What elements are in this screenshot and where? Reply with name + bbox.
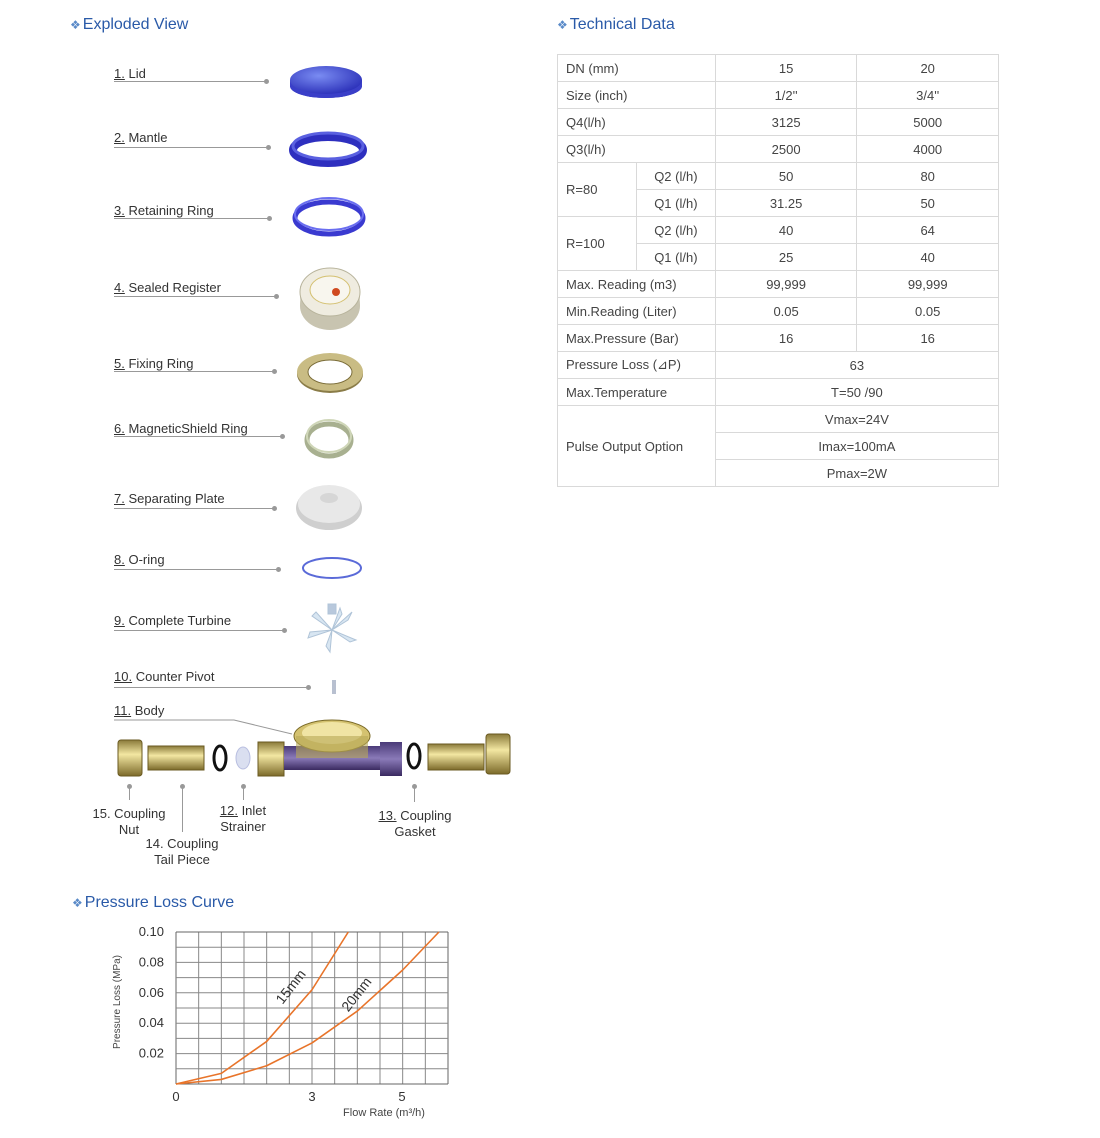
- leader-line: [114, 720, 292, 734]
- row-label: R=100: [558, 217, 637, 271]
- cell-dn15: 2500: [715, 136, 857, 163]
- part-label-coupling-gasket: 13. Coupling Gasket: [378, 808, 452, 839]
- exploded-view-illustration: [0, 0, 560, 880]
- table-row: [558, 352, 999, 379]
- part-label-body: 11. Body: [114, 703, 165, 718]
- part-label-coupling-nut: 15. Coupling Nut: [92, 806, 166, 837]
- leader-line: [243, 786, 244, 800]
- cell-dn20: 99,999: [857, 271, 999, 298]
- y-tick-label: 0.10: [138, 924, 164, 939]
- part-label-mantle: 2. Mantle: [114, 130, 168, 145]
- cell-dn20: 4000: [857, 136, 999, 163]
- x-axis-label: Flow Rate (m³/h): [343, 1107, 425, 1119]
- cell-dn15: 15: [715, 55, 857, 82]
- table-row: [558, 379, 999, 406]
- row-label: Max.Pressure (Bar): [558, 325, 716, 352]
- cell-dn20: 20: [857, 55, 999, 82]
- y-tick-label: 0.02: [138, 1045, 164, 1061]
- table-row: [558, 217, 999, 244]
- technical-data-title: [557, 16, 675, 34]
- cell-dn20: 0.05: [857, 298, 999, 325]
- x-tick-label: 0: [172, 1089, 180, 1104]
- leader-line: [414, 786, 415, 802]
- part-label-o-ring: 8. O-ring: [114, 552, 165, 567]
- cell-dn20: 80: [857, 163, 999, 190]
- lid-image: [290, 66, 362, 98]
- cell-dn15: 16: [715, 325, 857, 352]
- part-label-counter-pivot: 10. Counter Pivot: [114, 669, 215, 684]
- bullet-icon: ❖: [70, 18, 81, 32]
- turbine-image: [308, 604, 356, 652]
- cell-merged: Pmax=2W: [715, 460, 998, 487]
- y-tick-label: 0.04: [138, 1015, 164, 1031]
- part-label-lid: 1. Lid: [114, 66, 146, 81]
- cell-dn20: 5000: [857, 109, 999, 136]
- part-label-complete-turbine: 9. Complete Turbine: [114, 613, 232, 628]
- cell-dn15: 50: [715, 163, 857, 190]
- cell-dn15: 3125: [715, 109, 857, 136]
- bullet-icon: ❖: [557, 18, 568, 32]
- part-label-separating-plate: 7. Separating Plate: [114, 491, 225, 506]
- leader-line: [129, 786, 130, 800]
- part-label-sealed-register: 4. Sealed Register: [114, 280, 221, 295]
- table-row: [558, 82, 999, 109]
- cell-merged: T=50 /90: [715, 379, 998, 406]
- part-label-retaining-ring: 3. Retaining Ring: [114, 203, 214, 218]
- table-row: [558, 271, 999, 298]
- row-label: Pulse Output Option: [558, 406, 716, 487]
- sub-label: Q1 (l/h): [636, 244, 715, 271]
- sub-label: Q2 (l/h): [636, 163, 715, 190]
- row-label: Size (inch): [558, 82, 716, 109]
- cell-merged: Imax=100mA: [715, 433, 998, 460]
- leader-line: [182, 786, 183, 832]
- x-tick-label: 3: [308, 1089, 316, 1104]
- bullet-icon: ❖: [72, 896, 83, 910]
- cell-dn20: 40: [857, 244, 999, 271]
- table-row: [558, 298, 999, 325]
- body-image: [118, 720, 510, 776]
- cell-dn15: 31.25: [715, 190, 857, 217]
- row-label: Pressure Loss (⊿P): [558, 352, 716, 379]
- row-label: Q4(l/h): [558, 109, 716, 136]
- sub-label: Q2 (l/h): [636, 217, 715, 244]
- y-axis-label: Pressure Loss (MPa): [112, 955, 123, 1049]
- series-label: 20mm: [338, 973, 375, 1015]
- table-row: [558, 325, 999, 352]
- cell-dn15: 25: [715, 244, 857, 271]
- x-tick-label: 5: [398, 1089, 406, 1104]
- sealed-register-image: [300, 268, 360, 330]
- fixing-ring-image: [297, 353, 363, 393]
- retaining-ring-image: [295, 198, 363, 234]
- pressure-loss-curve-title-text: Pressure Loss Curve: [84, 894, 235, 911]
- technical-data-table: [557, 54, 999, 487]
- mantle-image: [293, 133, 363, 163]
- cell-merged: 63: [715, 352, 998, 379]
- y-tick-label: 0.06: [138, 984, 164, 1000]
- exploded-view-title-text: Exploded View: [82, 16, 189, 33]
- chart-grid: [176, 932, 448, 1084]
- cell-dn15: 1/2'': [715, 82, 857, 109]
- o-ring-image: [303, 558, 361, 578]
- part-label-inlet-strainer: 12. Inlet Strainer: [219, 803, 267, 834]
- cell-dn15: 40: [715, 217, 857, 244]
- y-tick-label: 0.08: [138, 954, 164, 970]
- cell-dn20: 50: [857, 190, 999, 217]
- cell-dn15: 0.05: [715, 298, 857, 325]
- table-row: [558, 406, 999, 433]
- table-row: [558, 109, 999, 136]
- table-row: [558, 136, 999, 163]
- magnetic-shield-ring-image: [307, 420, 351, 456]
- technical-data-title-text: Technical Data: [569, 16, 675, 33]
- row-label: DN (mm): [558, 55, 716, 82]
- table-row: [558, 163, 999, 190]
- cell-dn15: 99,999: [715, 271, 857, 298]
- part-label-magnetic-shield-ring: 6. MagneticShield Ring: [114, 421, 248, 436]
- part-label-coupling-tail-piece: 14. Coupling Tail Piece: [145, 836, 219, 867]
- row-label: R=80: [558, 163, 637, 217]
- cell-dn20: 64: [857, 217, 999, 244]
- row-label: Q3(l/h): [558, 136, 716, 163]
- series-label: 15mm: [272, 966, 309, 1007]
- row-label: Min.Reading (Liter): [558, 298, 716, 325]
- sub-label: Q1 (l/h): [636, 190, 715, 217]
- row-label: Max. Reading (m3): [558, 271, 716, 298]
- chart-ticks: [139, 924, 406, 1104]
- part-label-fixing-ring: 5. Fixing Ring: [114, 356, 194, 371]
- row-label: Max.Temperature: [558, 379, 716, 406]
- separating-plate-image: [296, 485, 362, 530]
- pressure-loss-curve-title: [72, 894, 234, 912]
- pressure-loss-chart: [100, 920, 480, 1130]
- cell-dn20: 3/4'': [857, 82, 999, 109]
- cell-dn20: 16: [857, 325, 999, 352]
- table-row: [558, 55, 999, 82]
- cell-merged: Vmax=24V: [715, 406, 998, 433]
- counter-pivot-image: [332, 680, 336, 694]
